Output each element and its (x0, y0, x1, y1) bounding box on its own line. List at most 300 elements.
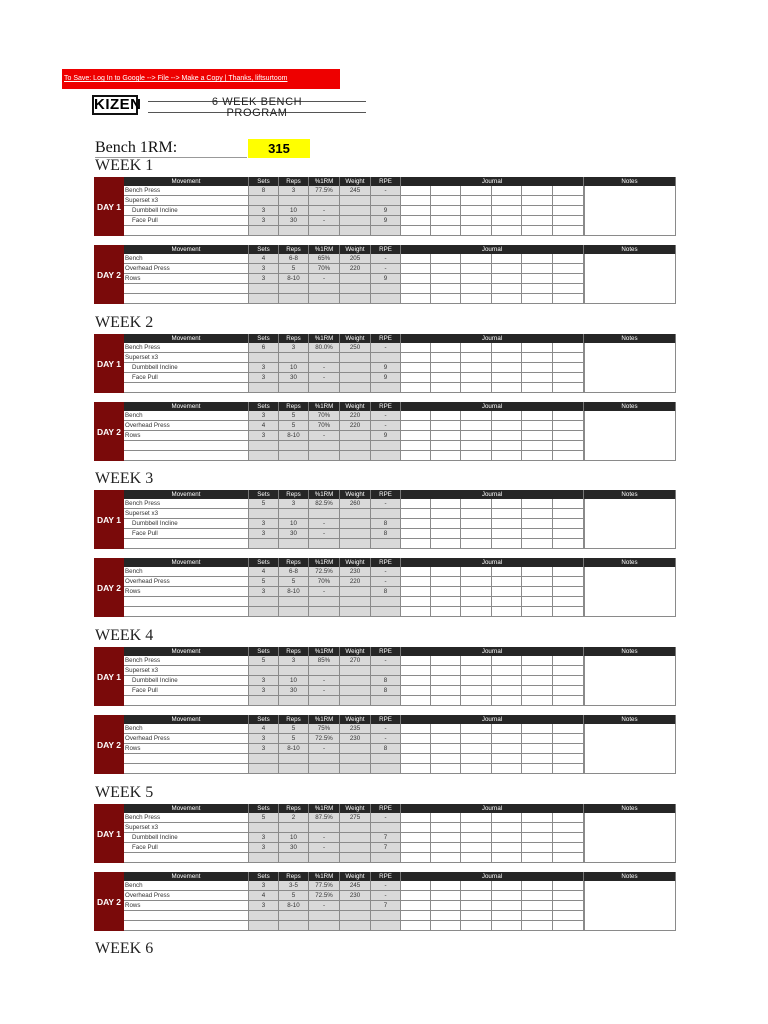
journal-cell[interactable] (492, 666, 522, 675)
journal-cell[interactable] (492, 264, 522, 273)
pct-cell[interactable]: - (309, 901, 340, 910)
journal-cell[interactable] (401, 226, 431, 235)
wt-cell[interactable] (340, 519, 371, 528)
journal-cell[interactable] (522, 656, 553, 665)
journal-cell[interactable] (431, 597, 461, 606)
reps-cell[interactable]: 10 (279, 833, 309, 842)
journal-cell[interactable] (431, 499, 461, 508)
journal-cell[interactable] (492, 607, 522, 616)
journal-cell[interactable] (401, 284, 431, 293)
pct-cell[interactable]: 80.0% (309, 343, 340, 352)
journal-cell[interactable] (401, 216, 431, 225)
journal-cell[interactable] (492, 881, 522, 890)
journal-cell[interactable] (553, 881, 584, 890)
pct-cell[interactable]: 87.5% (309, 813, 340, 822)
bench-1rm-input[interactable]: 315 (248, 139, 310, 158)
reps-cell[interactable]: 5 (279, 891, 309, 900)
pct-cell[interactable] (309, 764, 340, 773)
movement-cell[interactable]: Superset x3 (124, 823, 249, 832)
rpe-cell[interactable]: 8 (371, 519, 401, 528)
pct-cell[interactable] (309, 284, 340, 293)
journal-cell[interactable] (492, 254, 522, 263)
wt-cell[interactable] (340, 206, 371, 215)
journal-cell[interactable] (401, 499, 431, 508)
wt-cell[interactable] (340, 529, 371, 538)
sets-cell[interactable]: 4 (249, 254, 279, 263)
journal-cell[interactable] (401, 441, 431, 450)
journal-cell[interactable] (461, 921, 492, 930)
sets-cell[interactable]: 3 (249, 881, 279, 890)
journal-cell[interactable] (461, 353, 492, 362)
movement-cell[interactable] (124, 597, 249, 606)
movement-cell[interactable] (124, 853, 249, 862)
movement-cell[interactable]: Overhead Press (124, 734, 249, 743)
journal-cell[interactable] (522, 843, 553, 852)
wt-cell[interactable]: 220 (340, 421, 371, 430)
reps-cell[interactable] (279, 597, 309, 606)
journal-cell[interactable] (492, 411, 522, 420)
rpe-cell[interactable] (371, 853, 401, 862)
journal-cell[interactable] (431, 666, 461, 675)
wt-cell[interactable] (340, 686, 371, 695)
sets-cell[interactable] (249, 294, 279, 303)
journal-cell[interactable] (492, 451, 522, 460)
pct-cell[interactable]: 72.5% (309, 567, 340, 576)
movement-cell[interactable] (124, 696, 249, 705)
journal-cell[interactable] (461, 254, 492, 263)
journal-cell[interactable] (553, 264, 584, 273)
wt-cell[interactable] (340, 901, 371, 910)
wt-cell[interactable] (340, 284, 371, 293)
journal-cell[interactable] (431, 567, 461, 576)
rpe-cell[interactable] (371, 754, 401, 763)
sets-cell[interactable] (249, 451, 279, 460)
journal-cell[interactable] (431, 587, 461, 596)
journal-cell[interactable] (492, 343, 522, 352)
journal-cell[interactable] (553, 206, 584, 215)
notes-cell[interactable] (584, 724, 676, 774)
pct-cell[interactable]: - (309, 744, 340, 753)
pct-cell[interactable]: - (309, 206, 340, 215)
rpe-cell[interactable]: - (371, 567, 401, 576)
pct-cell[interactable]: - (309, 833, 340, 842)
journal-cell[interactable] (522, 431, 553, 440)
journal-cell[interactable] (401, 744, 431, 753)
journal-cell[interactable] (492, 833, 522, 842)
rpe-cell[interactable]: - (371, 264, 401, 273)
movement-cell[interactable]: Superset x3 (124, 196, 249, 205)
journal-cell[interactable] (492, 764, 522, 773)
journal-cell[interactable] (401, 656, 431, 665)
pct-cell[interactable] (309, 451, 340, 460)
sets-cell[interactable] (249, 226, 279, 235)
reps-cell[interactable]: 3-5 (279, 881, 309, 890)
sets-cell[interactable]: 3 (249, 676, 279, 685)
sets-cell[interactable] (249, 353, 279, 362)
journal-cell[interactable] (522, 724, 553, 733)
pct-cell[interactable] (309, 853, 340, 862)
sets-cell[interactable]: 3 (249, 216, 279, 225)
wt-cell[interactable] (340, 764, 371, 773)
journal-cell[interactable] (492, 529, 522, 538)
sets-cell[interactable] (249, 696, 279, 705)
reps-cell[interactable]: 10 (279, 676, 309, 685)
journal-cell[interactable] (401, 724, 431, 733)
reps-cell[interactable] (279, 226, 309, 235)
sets-cell[interactable] (249, 607, 279, 616)
rpe-cell[interactable]: 8 (371, 676, 401, 685)
journal-cell[interactable] (553, 853, 584, 862)
journal-cell[interactable] (522, 441, 553, 450)
journal-cell[interactable] (553, 373, 584, 382)
wt-cell[interactable] (340, 666, 371, 675)
journal-cell[interactable] (492, 577, 522, 586)
journal-cell[interactable] (401, 901, 431, 910)
movement-cell[interactable] (124, 754, 249, 763)
journal-cell[interactable] (401, 539, 431, 548)
journal-cell[interactable] (431, 294, 461, 303)
movement-cell[interactable]: Dumbbell Incline (124, 363, 249, 372)
reps-cell[interactable]: 3 (279, 656, 309, 665)
movement-cell[interactable] (124, 539, 249, 548)
journal-cell[interactable] (553, 254, 584, 263)
sets-cell[interactable]: 5 (249, 656, 279, 665)
wt-cell[interactable] (340, 226, 371, 235)
journal-cell[interactable] (461, 843, 492, 852)
journal-cell[interactable] (431, 451, 461, 460)
wt-cell[interactable] (340, 274, 371, 283)
journal-cell[interactable] (522, 823, 553, 832)
wt-cell[interactable]: 245 (340, 186, 371, 195)
reps-cell[interactable]: 10 (279, 206, 309, 215)
movement-cell[interactable]: Bench Press (124, 656, 249, 665)
journal-cell[interactable] (461, 206, 492, 215)
journal-cell[interactable] (522, 353, 553, 362)
journal-cell[interactable] (492, 853, 522, 862)
journal-cell[interactable] (522, 216, 553, 225)
journal-cell[interactable] (401, 343, 431, 352)
journal-cell[interactable] (431, 343, 461, 352)
reps-cell[interactable]: 6-8 (279, 254, 309, 263)
notes-cell[interactable] (584, 499, 676, 549)
reps-cell[interactable]: 2 (279, 813, 309, 822)
journal-cell[interactable] (522, 254, 553, 263)
journal-cell[interactable] (492, 891, 522, 900)
journal-cell[interactable] (461, 853, 492, 862)
journal-cell[interactable] (553, 823, 584, 832)
notes-cell[interactable] (584, 343, 676, 393)
journal-cell[interactable] (522, 597, 553, 606)
journal-cell[interactable] (492, 363, 522, 372)
journal-cell[interactable] (553, 431, 584, 440)
journal-cell[interactable] (461, 499, 492, 508)
movement-cell[interactable]: Bench Press (124, 499, 249, 508)
pct-cell[interactable]: 77.5% (309, 186, 340, 195)
journal-cell[interactable] (522, 196, 553, 205)
rpe-cell[interactable]: - (371, 724, 401, 733)
movement-cell[interactable]: Dumbbell Incline (124, 519, 249, 528)
reps-cell[interactable] (279, 911, 309, 920)
journal-cell[interactable] (522, 226, 553, 235)
pct-cell[interactable]: 77.5% (309, 881, 340, 890)
journal-cell[interactable] (553, 744, 584, 753)
journal-cell[interactable] (401, 519, 431, 528)
sets-cell[interactable]: 3 (249, 734, 279, 743)
journal-cell[interactable] (401, 431, 431, 440)
wt-cell[interactable] (340, 196, 371, 205)
sets-cell[interactable] (249, 754, 279, 763)
rpe-cell[interactable]: 8 (371, 686, 401, 695)
movement-cell[interactable] (124, 607, 249, 616)
journal-cell[interactable] (553, 587, 584, 596)
journal-cell[interactable] (401, 451, 431, 460)
reps-cell[interactable]: 3 (279, 343, 309, 352)
rpe-cell[interactable]: - (371, 499, 401, 508)
reps-cell[interactable]: 3 (279, 186, 309, 195)
journal-cell[interactable] (461, 567, 492, 576)
rpe-cell[interactable]: 7 (371, 833, 401, 842)
journal-cell[interactable] (401, 577, 431, 586)
movement-cell[interactable] (124, 451, 249, 460)
movement-cell[interactable]: Superset x3 (124, 353, 249, 362)
sets-cell[interactable] (249, 509, 279, 518)
reps-cell[interactable]: 5 (279, 411, 309, 420)
journal-cell[interactable] (553, 441, 584, 450)
pct-cell[interactable]: - (309, 519, 340, 528)
pct-cell[interactable]: 70% (309, 421, 340, 430)
journal-cell[interactable] (431, 911, 461, 920)
movement-cell[interactable]: Bench (124, 254, 249, 263)
wt-cell[interactable] (340, 921, 371, 930)
sets-cell[interactable] (249, 597, 279, 606)
movement-cell[interactable]: Rows (124, 744, 249, 753)
journal-cell[interactable] (492, 656, 522, 665)
journal-cell[interactable] (431, 383, 461, 392)
journal-cell[interactable] (522, 343, 553, 352)
journal-cell[interactable] (461, 274, 492, 283)
journal-cell[interactable] (522, 921, 553, 930)
journal-cell[interactable] (553, 451, 584, 460)
journal-cell[interactable] (522, 499, 553, 508)
journal-cell[interactable] (431, 656, 461, 665)
movement-cell[interactable]: Overhead Press (124, 577, 249, 586)
journal-cell[interactable] (401, 529, 431, 538)
movement-cell[interactable]: Bench (124, 881, 249, 890)
sets-cell[interactable]: 5 (249, 577, 279, 586)
reps-cell[interactable] (279, 666, 309, 675)
journal-cell[interactable] (461, 529, 492, 538)
journal-cell[interactable] (522, 853, 553, 862)
sets-cell[interactable]: 4 (249, 567, 279, 576)
movement-cell[interactable] (124, 226, 249, 235)
pct-cell[interactable]: 75% (309, 724, 340, 733)
journal-cell[interactable] (461, 833, 492, 842)
journal-cell[interactable] (492, 431, 522, 440)
rpe-cell[interactable] (371, 226, 401, 235)
journal-cell[interactable] (553, 666, 584, 675)
journal-cell[interactable] (401, 509, 431, 518)
journal-cell[interactable] (461, 294, 492, 303)
journal-cell[interactable] (522, 676, 553, 685)
reps-cell[interactable]: 30 (279, 843, 309, 852)
rpe-cell[interactable]: - (371, 186, 401, 195)
journal-cell[interactable] (553, 843, 584, 852)
pct-cell[interactable] (309, 196, 340, 205)
journal-cell[interactable] (492, 911, 522, 920)
wt-cell[interactable] (340, 911, 371, 920)
movement-cell[interactable]: Overhead Press (124, 264, 249, 273)
rpe-cell[interactable]: - (371, 254, 401, 263)
journal-cell[interactable] (553, 383, 584, 392)
movement-cell[interactable] (124, 921, 249, 930)
rpe-cell[interactable] (371, 196, 401, 205)
journal-cell[interactable] (553, 833, 584, 842)
wt-cell[interactable] (340, 744, 371, 753)
movement-cell[interactable] (124, 441, 249, 450)
journal-cell[interactable] (553, 519, 584, 528)
sets-cell[interactable] (249, 853, 279, 862)
journal-cell[interactable] (492, 441, 522, 450)
journal-cell[interactable] (431, 363, 461, 372)
journal-cell[interactable] (401, 383, 431, 392)
journal-cell[interactable] (553, 607, 584, 616)
journal-cell[interactable] (401, 891, 431, 900)
movement-cell[interactable]: Overhead Press (124, 891, 249, 900)
rpe-cell[interactable]: 9 (371, 206, 401, 215)
journal-cell[interactable] (522, 891, 553, 900)
journal-cell[interactable] (492, 567, 522, 576)
journal-cell[interactable] (492, 294, 522, 303)
rpe-cell[interactable]: - (371, 891, 401, 900)
pct-cell[interactable] (309, 509, 340, 518)
wt-cell[interactable] (340, 363, 371, 372)
journal-cell[interactable] (401, 274, 431, 283)
journal-cell[interactable] (461, 363, 492, 372)
journal-cell[interactable] (431, 696, 461, 705)
rpe-cell[interactable] (371, 607, 401, 616)
sets-cell[interactable]: 3 (249, 833, 279, 842)
journal-cell[interactable] (461, 823, 492, 832)
journal-cell[interactable] (431, 764, 461, 773)
movement-cell[interactable] (124, 294, 249, 303)
journal-cell[interactable] (553, 597, 584, 606)
rpe-cell[interactable] (371, 666, 401, 675)
reps-cell[interactable]: 30 (279, 216, 309, 225)
journal-cell[interactable] (492, 206, 522, 215)
sets-cell[interactable]: 8 (249, 186, 279, 195)
journal-cell[interactable] (461, 431, 492, 440)
journal-cell[interactable] (492, 539, 522, 548)
journal-cell[interactable] (492, 921, 522, 930)
movement-cell[interactable] (124, 764, 249, 773)
journal-cell[interactable] (461, 226, 492, 235)
journal-cell[interactable] (461, 383, 492, 392)
journal-cell[interactable] (401, 363, 431, 372)
rpe-cell[interactable]: - (371, 813, 401, 822)
journal-cell[interactable] (522, 383, 553, 392)
pct-cell[interactable]: 72.5% (309, 734, 340, 743)
journal-cell[interactable] (461, 744, 492, 753)
journal-cell[interactable] (461, 421, 492, 430)
journal-cell[interactable] (401, 206, 431, 215)
wt-cell[interactable] (340, 216, 371, 225)
journal-cell[interactable] (522, 363, 553, 372)
journal-cell[interactable] (461, 216, 492, 225)
notes-cell[interactable] (584, 656, 676, 706)
journal-cell[interactable] (431, 676, 461, 685)
movement-cell[interactable] (124, 911, 249, 920)
reps-cell[interactable]: 5 (279, 421, 309, 430)
journal-cell[interactable] (553, 411, 584, 420)
journal-cell[interactable] (461, 519, 492, 528)
journal-cell[interactable] (431, 823, 461, 832)
journal-cell[interactable] (401, 353, 431, 362)
wt-cell[interactable]: 220 (340, 577, 371, 586)
rpe-cell[interactable]: - (371, 881, 401, 890)
journal-cell[interactable] (461, 724, 492, 733)
journal-cell[interactable] (431, 186, 461, 195)
rpe-cell[interactable]: - (371, 577, 401, 586)
journal-cell[interactable] (492, 843, 522, 852)
journal-cell[interactable] (431, 431, 461, 440)
pct-cell[interactable]: 85% (309, 656, 340, 665)
sets-cell[interactable]: 3 (249, 843, 279, 852)
journal-cell[interactable] (431, 264, 461, 273)
journal-cell[interactable] (553, 686, 584, 695)
journal-cell[interactable] (461, 577, 492, 586)
journal-cell[interactable] (401, 587, 431, 596)
rpe-cell[interactable] (371, 911, 401, 920)
pct-cell[interactable] (309, 539, 340, 548)
rpe-cell[interactable] (371, 441, 401, 450)
rpe-cell[interactable] (371, 597, 401, 606)
journal-cell[interactable] (492, 421, 522, 430)
pct-cell[interactable] (309, 666, 340, 675)
notes-cell[interactable] (584, 813, 676, 863)
journal-cell[interactable] (401, 881, 431, 890)
journal-cell[interactable] (522, 744, 553, 753)
wt-cell[interactable] (340, 833, 371, 842)
journal-cell[interactable] (401, 686, 431, 695)
notes-cell[interactable] (584, 567, 676, 617)
journal-cell[interactable] (431, 509, 461, 518)
journal-cell[interactable] (492, 226, 522, 235)
pct-cell[interactable]: 70% (309, 411, 340, 420)
reps-cell[interactable] (279, 921, 309, 930)
journal-cell[interactable] (461, 676, 492, 685)
rpe-cell[interactable]: 8 (371, 529, 401, 538)
journal-cell[interactable] (492, 587, 522, 596)
reps-cell[interactable]: 5 (279, 724, 309, 733)
journal-cell[interactable] (431, 744, 461, 753)
journal-cell[interactable] (492, 754, 522, 763)
journal-cell[interactable] (431, 813, 461, 822)
journal-cell[interactable] (553, 921, 584, 930)
journal-cell[interactable] (553, 724, 584, 733)
rpe-cell[interactable] (371, 509, 401, 518)
movement-cell[interactable]: Bench Press (124, 186, 249, 195)
journal-cell[interactable] (401, 597, 431, 606)
rpe-cell[interactable] (371, 539, 401, 548)
pct-cell[interactable] (309, 441, 340, 450)
pct-cell[interactable]: 72.5% (309, 891, 340, 900)
journal-cell[interactable] (553, 734, 584, 743)
pct-cell[interactable] (309, 383, 340, 392)
journal-cell[interactable] (492, 597, 522, 606)
reps-cell[interactable]: 6-8 (279, 567, 309, 576)
journal-cell[interactable] (522, 284, 553, 293)
movement-cell[interactable]: Rows (124, 274, 249, 283)
